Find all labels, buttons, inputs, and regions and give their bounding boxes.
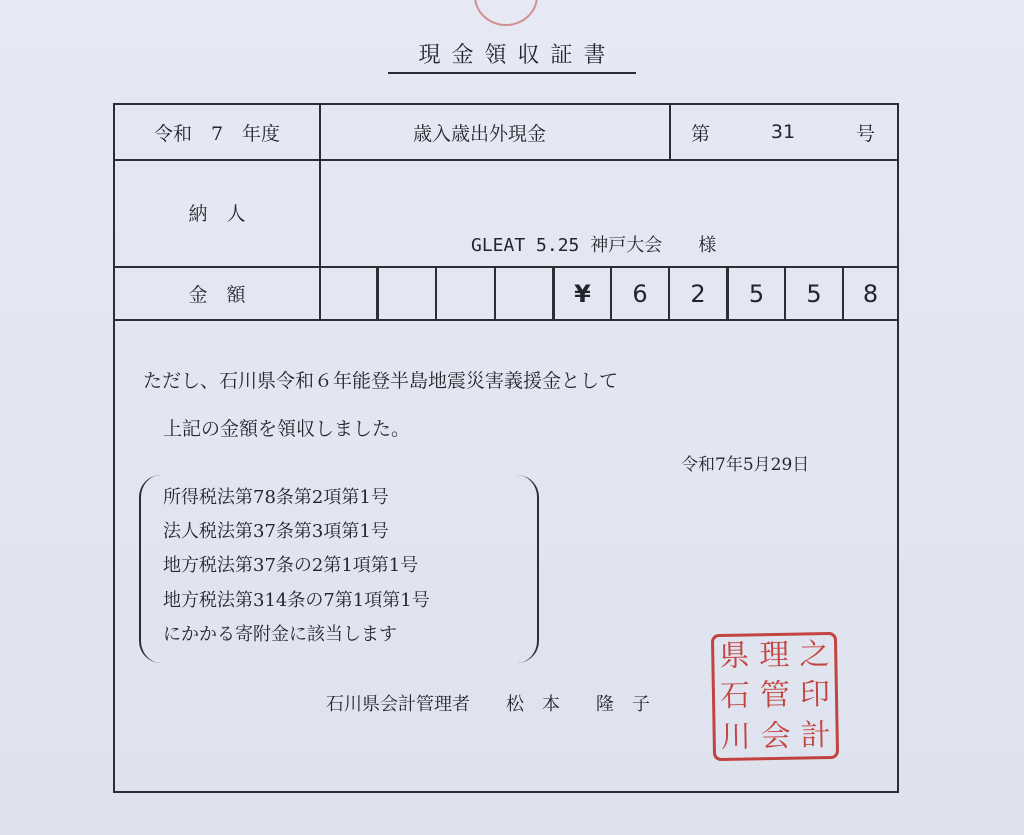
row-divider	[115, 319, 897, 321]
document-title: 現金領収証書	[388, 42, 636, 74]
yen-sign: ¥	[574, 279, 591, 308]
amount-digit-cell: 5	[806, 279, 822, 308]
receipt-number: 31	[770, 121, 796, 143]
stamp-glyph: 之	[798, 637, 830, 673]
stamp-glyph: 川	[720, 719, 752, 755]
law-line: 地方税法第314条の7第1項第1号	[163, 590, 430, 611]
law-line: 法人税法第37条第3項第1号	[163, 521, 389, 542]
stamp-glyph: 石	[719, 678, 751, 715]
signer-name: 石川県会計管理者 松 本 隆 子	[326, 694, 650, 715]
amount-digit-cell	[321, 268, 376, 319]
issue-date: 令和7年5月29日	[681, 455, 810, 475]
purpose-line-1: ただし、石川県令和６年能登半島地震災害義援金として	[143, 370, 619, 392]
stamp-glyph: 県	[718, 638, 750, 675]
number-suffix: 号	[855, 122, 875, 145]
stamp-glyph: 管	[759, 678, 791, 714]
amount-digit-cell	[379, 268, 435, 319]
stamp-glyph: 会	[760, 718, 791, 755]
stamp-glyph: 計	[800, 717, 831, 754]
stamp-glyph: 理	[758, 637, 790, 674]
amount-digit-cell: 8	[862, 279, 879, 308]
payer-name: GLEAT 5.25 神戸大会 様	[471, 235, 717, 256]
official-seal-stamp	[711, 632, 839, 761]
receipt-number-cell	[671, 105, 897, 159]
law-line: 地方税法第37条の2第1項第1号	[163, 555, 419, 576]
payer-label: 納 人	[188, 203, 246, 225]
amount-digit-cell: 2	[690, 279, 706, 308]
stamp-glyph: 印	[799, 677, 831, 714]
amount-digit-cell	[437, 268, 494, 319]
fiscal-year-cell: 令和 7 年度	[153, 122, 281, 145]
amount-label: 金 額	[188, 284, 246, 306]
amount-digit-cell: 5	[748, 279, 765, 308]
category-cell: 歳入歳出外現金	[413, 122, 547, 145]
law-line: にかかる寄附金に該当します	[163, 624, 397, 645]
purpose-line-2: 上記の金額を領収しました。	[163, 418, 411, 440]
amount-digit-cell: 6	[632, 279, 648, 308]
number-prefix: 第	[691, 122, 711, 145]
amount-digit-cell	[496, 268, 552, 319]
law-line: 所得税法第78条第2項第1号	[163, 487, 389, 508]
top-seal-partial	[474, 0, 538, 26]
